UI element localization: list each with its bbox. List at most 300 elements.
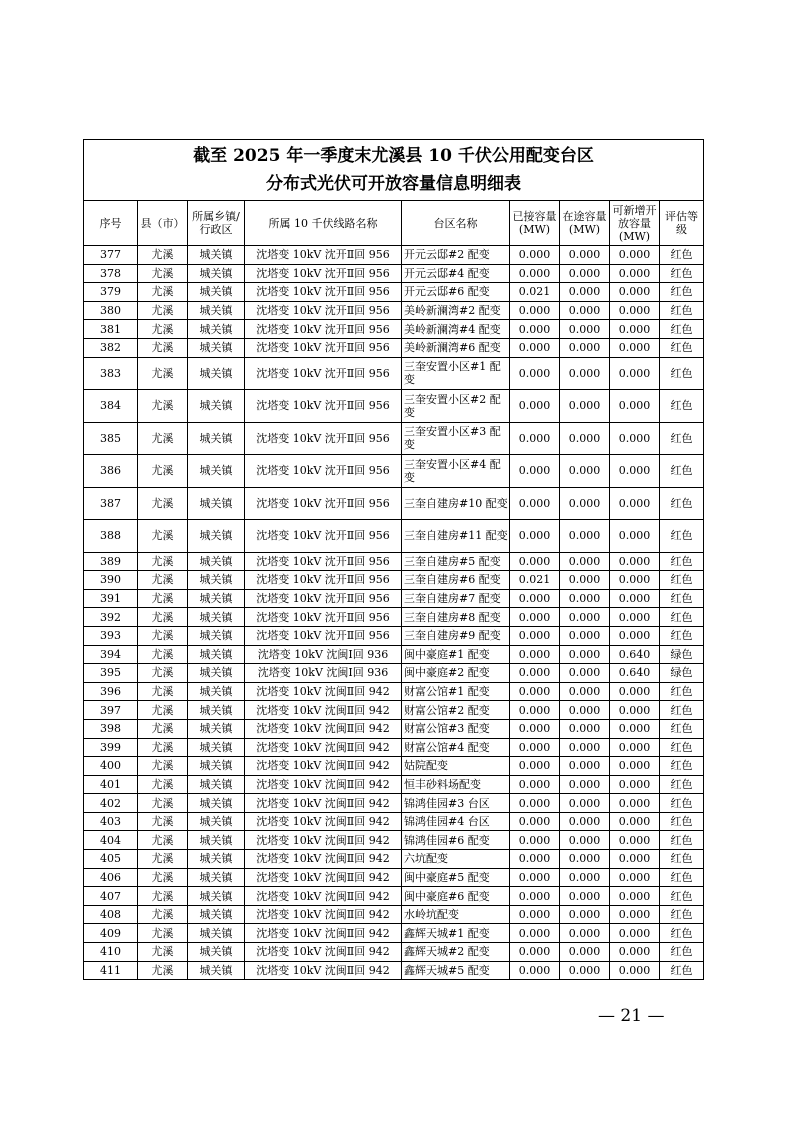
cell-area: 财富公馆#3 配变 (402, 719, 510, 738)
cell-town: 城关镇 (188, 924, 245, 943)
capacity-table (83, 139, 704, 980)
table-row (84, 757, 704, 776)
cell-county: 尤溪 (138, 264, 188, 283)
cell-no: 377 (84, 246, 138, 265)
cell-open: 0.000 (610, 719, 660, 738)
cell-grade: 红色 (660, 794, 704, 813)
cell-area: 闽中豪庭#5 配变 (402, 868, 510, 887)
cell-line: 沈塔变 10kV 沈闽Ⅱ回 942 (245, 943, 402, 962)
cell-no: 400 (84, 757, 138, 776)
cell-connected: 0.000 (510, 645, 560, 664)
cell-line: 沈塔变 10kV 沈开Ⅱ回 956 (245, 357, 402, 390)
cell-line: 沈塔变 10kV 沈闽Ⅱ回 942 (245, 831, 402, 850)
cell-open: 0.000 (610, 868, 660, 887)
cell-grade: 红色 (660, 905, 704, 924)
cell-town: 城关镇 (188, 812, 245, 831)
cell-connected: 0.000 (510, 961, 560, 980)
cell-area: 闽中豪庭#2 配变 (402, 664, 510, 683)
cell-line: 沈塔变 10kV 沈闽Ⅱ回 942 (245, 961, 402, 980)
cell-pending: 0.000 (560, 645, 610, 664)
cell-county: 尤溪 (138, 943, 188, 962)
cell-line: 沈塔变 10kV 沈闽Ⅱ回 942 (245, 719, 402, 738)
cell-area: 三奎自建房#11 配变 (402, 520, 510, 553)
cell-line: 沈塔变 10kV 沈闽Ⅱ回 942 (245, 924, 402, 943)
cell-area: 开元云邸#6 配变 (402, 283, 510, 302)
table-row (84, 924, 704, 943)
cell-open: 0.000 (610, 390, 660, 423)
cell-no: 405 (84, 850, 138, 869)
cell-no: 409 (84, 924, 138, 943)
cell-town: 城关镇 (188, 283, 245, 302)
cell-line: 沈塔变 10kV 沈开Ⅱ回 956 (245, 301, 402, 320)
cell-no: 411 (84, 961, 138, 980)
cell-grade: 红色 (660, 961, 704, 980)
cell-grade: 红色 (660, 738, 704, 757)
table-row (84, 812, 704, 831)
table-row (84, 283, 704, 302)
cell-grade: 红色 (660, 850, 704, 869)
cell-county: 尤溪 (138, 626, 188, 645)
cell-town: 城关镇 (188, 455, 245, 488)
cell-connected: 0.000 (510, 552, 560, 571)
cell-no: 396 (84, 682, 138, 701)
cell-town: 城关镇 (188, 338, 245, 357)
table-row (84, 831, 704, 850)
cell-town: 城关镇 (188, 626, 245, 645)
table-row (84, 905, 704, 924)
cell-grade: 红色 (660, 719, 704, 738)
column-header-no: 序号 (84, 201, 138, 246)
cell-county: 尤溪 (138, 701, 188, 720)
cell-open: 0.000 (610, 320, 660, 339)
cell-pending: 0.000 (560, 626, 610, 645)
cell-connected: 0.000 (510, 738, 560, 757)
cell-area: 三奎安置小区#3 配变 (402, 422, 510, 455)
cell-grade: 红色 (660, 390, 704, 423)
cell-pending: 0.000 (560, 831, 610, 850)
cell-town: 城关镇 (188, 850, 245, 869)
cell-no: 393 (84, 626, 138, 645)
cell-town: 城关镇 (188, 961, 245, 980)
table-row (84, 264, 704, 283)
cell-area: 三奎自建房#8 配变 (402, 608, 510, 627)
cell-connected: 0.000 (510, 264, 560, 283)
cell-grade: 红色 (660, 757, 704, 776)
cell-no: 410 (84, 943, 138, 962)
cell-area: 鑫辉天城#5 配变 (402, 961, 510, 980)
cell-no: 380 (84, 301, 138, 320)
cell-pending: 0.000 (560, 455, 610, 488)
cell-county: 尤溪 (138, 390, 188, 423)
cell-pending: 0.000 (560, 664, 610, 683)
cell-grade: 红色 (660, 924, 704, 943)
cell-open: 0.000 (610, 283, 660, 302)
cell-connected: 0.000 (510, 831, 560, 850)
cell-county: 尤溪 (138, 608, 188, 627)
cell-county: 尤溪 (138, 455, 188, 488)
cell-county: 尤溪 (138, 357, 188, 390)
cell-pending: 0.000 (560, 608, 610, 627)
table-row (84, 301, 704, 320)
table-row (84, 850, 704, 869)
cell-county: 尤溪 (138, 757, 188, 776)
cell-no: 397 (84, 701, 138, 720)
cell-area: 六坑配变 (402, 850, 510, 869)
cell-grade: 红色 (660, 552, 704, 571)
cell-no: 378 (84, 264, 138, 283)
cell-open: 0.000 (610, 264, 660, 283)
cell-line: 沈塔变 10kV 沈开Ⅱ回 956 (245, 626, 402, 645)
cell-no: 392 (84, 608, 138, 627)
cell-line: 沈塔变 10kV 沈闽Ⅱ回 942 (245, 775, 402, 794)
cell-pending: 0.000 (560, 905, 610, 924)
cell-county: 尤溪 (138, 664, 188, 683)
cell-county: 尤溪 (138, 682, 188, 701)
cell-county: 尤溪 (138, 775, 188, 794)
cell-connected: 0.000 (510, 520, 560, 553)
cell-no: 395 (84, 664, 138, 683)
cell-line: 沈塔变 10kV 沈开Ⅱ回 956 (245, 487, 402, 520)
cell-connected: 0.000 (510, 887, 560, 906)
cell-no: 394 (84, 645, 138, 664)
cell-line: 沈塔变 10kV 沈闽Ⅱ回 942 (245, 812, 402, 831)
cell-pending: 0.000 (560, 812, 610, 831)
table-row (84, 246, 704, 265)
cell-connected: 0.000 (510, 794, 560, 813)
cell-connected: 0.000 (510, 868, 560, 887)
cell-area: 三奎自建房#9 配变 (402, 626, 510, 645)
cell-no: 381 (84, 320, 138, 339)
cell-pending: 0.000 (560, 682, 610, 701)
cell-pending: 0.000 (560, 701, 610, 720)
cell-connected: 0.000 (510, 357, 560, 390)
table-row (84, 520, 704, 553)
cell-area: 美岭新澜湾#4 配变 (402, 320, 510, 339)
cell-pending: 0.000 (560, 422, 610, 455)
cell-line: 沈塔变 10kV 沈开Ⅱ回 956 (245, 571, 402, 590)
cell-grade: 红色 (660, 608, 704, 627)
cell-area: 鑫辉天城#2 配变 (402, 943, 510, 962)
column-header-area: 台区名称 (402, 201, 510, 246)
cell-line: 沈塔变 10kV 沈开Ⅱ回 956 (245, 589, 402, 608)
cell-connected: 0.000 (510, 719, 560, 738)
cell-area: 闽中豪庭#6 配变 (402, 887, 510, 906)
table-row (84, 320, 704, 339)
cell-line: 沈塔变 10kV 沈闽Ⅱ回 942 (245, 794, 402, 813)
table-body (84, 246, 704, 980)
cell-pending: 0.000 (560, 320, 610, 339)
column-header-line: 所属 10 千伏线路名称 (245, 201, 402, 246)
cell-open: 0.000 (610, 520, 660, 553)
cell-area: 锦鸿佳园#3 台区 (402, 794, 510, 813)
cell-area: 三奎安置小区#4 配变 (402, 455, 510, 488)
cell-grade: 红色 (660, 301, 704, 320)
cell-county: 尤溪 (138, 905, 188, 924)
cell-pending: 0.000 (560, 868, 610, 887)
cell-line: 沈塔变 10kV 沈闽Ⅱ回 942 (245, 701, 402, 720)
cell-pending: 0.000 (560, 264, 610, 283)
table-row (84, 794, 704, 813)
cell-connected: 0.000 (510, 422, 560, 455)
cell-open: 0.000 (610, 812, 660, 831)
cell-pending: 0.000 (560, 487, 610, 520)
cell-town: 城关镇 (188, 645, 245, 664)
cell-no: 399 (84, 738, 138, 757)
cell-connected: 0.000 (510, 682, 560, 701)
cell-county: 尤溪 (138, 246, 188, 265)
header-row (84, 201, 704, 246)
table-row (84, 608, 704, 627)
table-row (84, 682, 704, 701)
cell-town: 城关镇 (188, 422, 245, 455)
cell-open: 0.000 (610, 552, 660, 571)
cell-no: 388 (84, 520, 138, 553)
cell-county: 尤溪 (138, 645, 188, 664)
column-header-grade: 评估等级 (660, 201, 704, 246)
cell-pending: 0.000 (560, 850, 610, 869)
cell-connected: 0.000 (510, 664, 560, 683)
cell-connected: 0.000 (510, 943, 560, 962)
cell-area: 美岭新澜湾#6 配变 (402, 338, 510, 357)
table-row (84, 487, 704, 520)
cell-no: 404 (84, 831, 138, 850)
cell-town: 城关镇 (188, 664, 245, 683)
cell-area: 水岭坑配变 (402, 905, 510, 924)
cell-town: 城关镇 (188, 390, 245, 423)
cell-pending: 0.000 (560, 775, 610, 794)
cell-area: 美岭新澜湾#2 配变 (402, 301, 510, 320)
column-header-town: 所属乡镇/行政区 (188, 201, 245, 246)
cell-pending: 0.000 (560, 357, 610, 390)
cell-line: 沈塔变 10kV 沈开Ⅱ回 956 (245, 283, 402, 302)
cell-line: 沈塔变 10kV 沈开Ⅱ回 956 (245, 338, 402, 357)
table-row (84, 455, 704, 488)
cell-open: 0.640 (610, 664, 660, 683)
cell-town: 城关镇 (188, 682, 245, 701)
cell-county: 尤溪 (138, 552, 188, 571)
table-row (84, 338, 704, 357)
cell-area: 闽中豪庭#1 配变 (402, 645, 510, 664)
cell-grade: 红色 (660, 455, 704, 488)
cell-no: 390 (84, 571, 138, 590)
cell-line: 沈塔变 10kV 沈闽Ⅱ回 942 (245, 757, 402, 776)
cell-open: 0.000 (610, 850, 660, 869)
cell-open: 0.000 (610, 961, 660, 980)
cell-county: 尤溪 (138, 924, 188, 943)
column-header-county: 县（市） (138, 201, 188, 246)
cell-grade: 红色 (660, 812, 704, 831)
cell-grade: 红色 (660, 887, 704, 906)
table-row (84, 701, 704, 720)
cell-line: 沈塔变 10kV 沈开Ⅱ回 956 (245, 320, 402, 339)
cell-open: 0.000 (610, 682, 660, 701)
cell-open: 0.000 (610, 338, 660, 357)
cell-open: 0.000 (610, 589, 660, 608)
cell-grade: 绿色 (660, 664, 704, 683)
cell-grade: 红色 (660, 338, 704, 357)
cell-open: 0.000 (610, 608, 660, 627)
cell-town: 城关镇 (188, 320, 245, 339)
cell-pending: 0.000 (560, 738, 610, 757)
cell-open: 0.000 (610, 943, 660, 962)
cell-open: 0.000 (610, 794, 660, 813)
table-row (84, 664, 704, 683)
cell-open: 0.000 (610, 571, 660, 590)
cell-town: 城关镇 (188, 794, 245, 813)
cell-area: 财富公馆#4 配变 (402, 738, 510, 757)
cell-pending: 0.000 (560, 571, 610, 590)
table-row (84, 887, 704, 906)
cell-connected: 0.000 (510, 757, 560, 776)
cell-county: 尤溪 (138, 812, 188, 831)
cell-pending: 0.000 (560, 924, 610, 943)
cell-grade: 红色 (660, 943, 704, 962)
cell-line: 沈塔变 10kV 沈开Ⅱ回 956 (245, 520, 402, 553)
cell-county: 尤溪 (138, 831, 188, 850)
cell-pending: 0.000 (560, 552, 610, 571)
cell-line: 沈塔变 10kV 沈闽Ⅰ回 936 (245, 645, 402, 664)
cell-pending: 0.000 (560, 887, 610, 906)
cell-grade: 红色 (660, 320, 704, 339)
cell-no: 385 (84, 422, 138, 455)
cell-line: 沈塔变 10kV 沈闽Ⅱ回 942 (245, 682, 402, 701)
cell-county: 尤溪 (138, 422, 188, 455)
cell-no: 408 (84, 905, 138, 924)
cell-town: 城关镇 (188, 357, 245, 390)
cell-county: 尤溪 (138, 961, 188, 980)
cell-connected: 0.000 (510, 455, 560, 488)
cell-no: 387 (84, 487, 138, 520)
cell-area: 鑫辉天城#1 配变 (402, 924, 510, 943)
cell-area: 财富公馆#1 配变 (402, 682, 510, 701)
cell-line: 沈塔变 10kV 沈开Ⅱ回 956 (245, 246, 402, 265)
cell-line: 沈塔变 10kV 沈开Ⅱ回 956 (245, 455, 402, 488)
cell-pending: 0.000 (560, 520, 610, 553)
cell-town: 城关镇 (188, 831, 245, 850)
table-row (84, 868, 704, 887)
cell-county: 尤溪 (138, 571, 188, 590)
cell-open: 0.640 (610, 645, 660, 664)
table-title (84, 140, 704, 201)
cell-area: 恒丰砂料场配变 (402, 775, 510, 794)
cell-no: 391 (84, 589, 138, 608)
cell-open: 0.000 (610, 757, 660, 776)
cell-connected: 0.000 (510, 812, 560, 831)
cell-grade: 红色 (660, 701, 704, 720)
cell-grade: 红色 (660, 283, 704, 302)
cell-grade: 红色 (660, 682, 704, 701)
table-row (84, 390, 704, 423)
title-line-1: 截至 2025 年一季度末尤溪县 10 千伏公用配变台区 (193, 146, 594, 166)
cell-connected: 0.000 (510, 301, 560, 320)
cell-grade: 绿色 (660, 645, 704, 664)
cell-connected: 0.000 (510, 338, 560, 357)
table-row (84, 571, 704, 590)
cell-county: 尤溪 (138, 320, 188, 339)
title-line-2: 分布式光伏可开放容量信息明细表 (266, 174, 522, 194)
cell-connected: 0.000 (510, 487, 560, 520)
cell-line: 沈塔变 10kV 沈闽Ⅱ回 942 (245, 887, 402, 906)
cell-area: 开元云邸#4 配变 (402, 264, 510, 283)
cell-connected: 0.021 (510, 283, 560, 302)
cell-pending: 0.000 (560, 283, 610, 302)
cell-open: 0.000 (610, 357, 660, 390)
cell-open: 0.000 (610, 301, 660, 320)
cell-pending: 0.000 (560, 589, 610, 608)
cell-no: 401 (84, 775, 138, 794)
cell-area: 三奎自建房#5 配变 (402, 552, 510, 571)
cell-county: 尤溪 (138, 487, 188, 520)
cell-county: 尤溪 (138, 794, 188, 813)
cell-connected: 0.021 (510, 571, 560, 590)
cell-county: 尤溪 (138, 719, 188, 738)
cell-connected: 0.000 (510, 775, 560, 794)
cell-no: 379 (84, 283, 138, 302)
cell-town: 城关镇 (188, 868, 245, 887)
cell-town: 城关镇 (188, 775, 245, 794)
table-row (84, 422, 704, 455)
cell-area: 姑院配变 (402, 757, 510, 776)
cell-county: 尤溪 (138, 589, 188, 608)
table-row (84, 626, 704, 645)
table-row (84, 645, 704, 664)
cell-pending: 0.000 (560, 301, 610, 320)
cell-grade: 红色 (660, 264, 704, 283)
cell-town: 城关镇 (188, 608, 245, 627)
cell-no: 382 (84, 338, 138, 357)
cell-county: 尤溪 (138, 887, 188, 906)
table-row (84, 775, 704, 794)
cell-connected: 0.000 (510, 701, 560, 720)
cell-pending: 0.000 (560, 338, 610, 357)
cell-grade: 红色 (660, 422, 704, 455)
cell-area: 锦鸿佳园#6 配变 (402, 831, 510, 850)
cell-grade: 红色 (660, 589, 704, 608)
cell-town: 城关镇 (188, 246, 245, 265)
cell-connected: 0.000 (510, 626, 560, 645)
cell-open: 0.000 (610, 701, 660, 720)
table-row (84, 589, 704, 608)
cell-grade: 红色 (660, 246, 704, 265)
cell-town: 城关镇 (188, 943, 245, 962)
cell-county: 尤溪 (138, 738, 188, 757)
cell-grade: 红色 (660, 775, 704, 794)
cell-connected: 0.000 (510, 905, 560, 924)
cell-line: 沈塔变 10kV 沈开Ⅱ回 956 (245, 422, 402, 455)
table-row (84, 943, 704, 962)
cell-town: 城关镇 (188, 887, 245, 906)
cell-pending: 0.000 (560, 943, 610, 962)
cell-open: 0.000 (610, 422, 660, 455)
cell-pending: 0.000 (560, 719, 610, 738)
cell-area: 开元云邸#2 配变 (402, 246, 510, 265)
cell-town: 城关镇 (188, 571, 245, 590)
table-row (84, 357, 704, 390)
cell-grade: 红色 (660, 571, 704, 590)
table-row (84, 552, 704, 571)
cell-no: 383 (84, 357, 138, 390)
column-header-pending: 在途容量(MW) (560, 201, 610, 246)
cell-line: 沈塔变 10kV 沈开Ⅱ回 956 (245, 608, 402, 627)
cell-town: 城关镇 (188, 552, 245, 571)
cell-open: 0.000 (610, 831, 660, 850)
cell-open: 0.000 (610, 905, 660, 924)
cell-connected: 0.000 (510, 608, 560, 627)
cell-line: 沈塔变 10kV 沈闽Ⅰ回 936 (245, 664, 402, 683)
cell-area: 三奎自建房#7 配变 (402, 589, 510, 608)
cell-open: 0.000 (610, 487, 660, 520)
column-header-connected: 已接容量(MW) (510, 201, 560, 246)
